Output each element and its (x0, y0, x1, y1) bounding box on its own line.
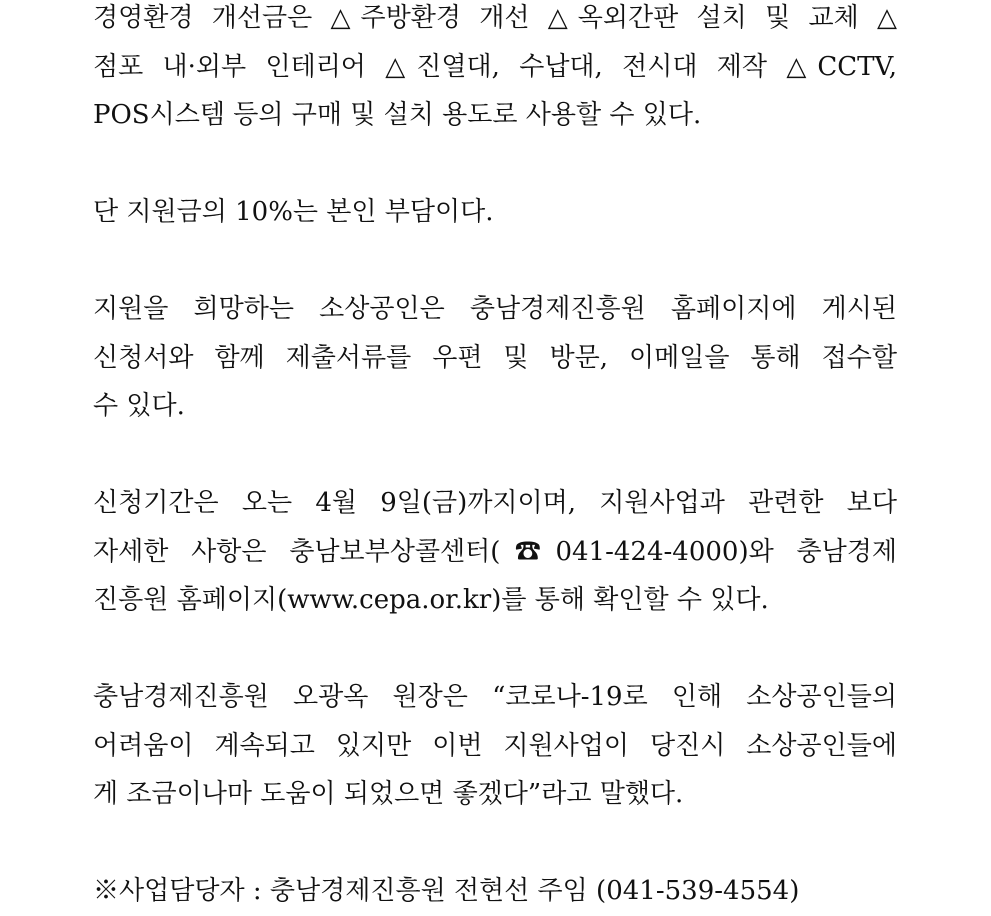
paragraph-spacer (93, 431, 897, 480)
text-line: 점포 내·외부 인테리어 △진열대, 수납대, 전시대 제작 △CCTV, (93, 51, 897, 82)
paragraph-spacer (93, 140, 897, 189)
text-line: 신청기간은 오는 4월 9일(금)까지이며, 지원사업과 관련한 보다 (93, 488, 897, 518)
text-line: 수 있다. (93, 391, 185, 421)
text-line: 자세한 사항은 충남보부상콜센터(☎041-424-4000)와 충남경제 (93, 536, 897, 567)
text-line: 단 지원금의 10%는 본인 부담이다. (93, 197, 494, 227)
paragraph-improvement-funds (93, 0, 897, 140)
text-line: 지원을 희망하는 소상공인은 충남경제진흥원 홈페이지에 게시된 (93, 294, 897, 324)
text-line: 신청서와 함께 제출서류를 우편 및 방문, 이메일을 통해 접수할 (93, 342, 897, 373)
paragraph-spacer (93, 819, 897, 868)
text-line: POS시스템 등의 구매 및 설치 용도로 사용할 수 있다. (93, 100, 702, 130)
paragraph-contact (93, 867, 897, 916)
text-line: 충남경제진흥원 오광옥 원장은 “코로나-19로 인해 소상공인들의 (93, 682, 897, 712)
text-line: 진흥원 홈페이지(www.cepa.or.kr)를 통해 확인할 수 있다. (93, 585, 769, 615)
text-line: 어려움이 계속되고 있지만 이번 지원사업이 당진시 소상공인들에 (93, 730, 897, 761)
paragraph-spacer (93, 237, 897, 286)
paragraph-self-payment (93, 188, 897, 237)
text-line: 게 조금이나마 도움이 되었으면 좋겠다”라고 말했다. (93, 779, 684, 809)
paragraph-application-period (93, 479, 897, 625)
paragraph-application-method (93, 285, 897, 431)
paragraph-director-quote (93, 673, 897, 819)
paragraph-spacer (93, 625, 897, 674)
document-body (93, 0, 897, 916)
text-line: 경영환경 개선금은 △주방환경 개선 △옥외간판 설치 및 교체 △ (93, 3, 897, 33)
contact-line: ※사업담당자 : 충남경제진흥원 전현선 주임 (041-539-4554) (93, 876, 800, 906)
